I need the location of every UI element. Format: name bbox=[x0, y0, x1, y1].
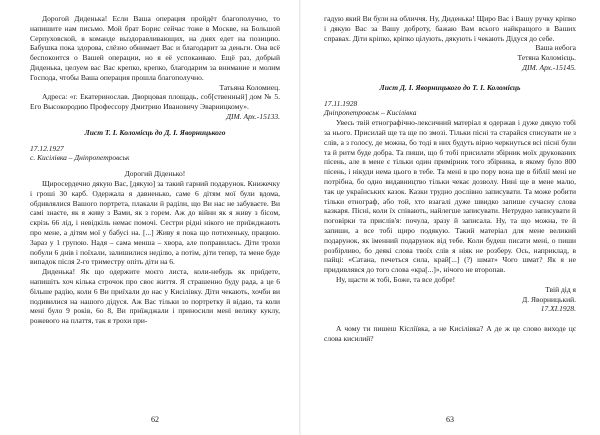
letter-place: с. Кисілівка – Дніпропетровськ bbox=[30, 153, 130, 163]
letter-paragraph: гадую який Ви були на обличчя. Ну, Диденька! Щиро Вас і Вашу ручку кріпко і дякую Вас за Вашу доброту, бажаю Вам всього найкращого в Ваших справах. Діти кріпко, кріпко цілують, дякують і чекають Дідуся до себе. bbox=[324, 14, 576, 43]
page-number: 62 bbox=[151, 415, 159, 424]
greeting: Дорогий Діденько! bbox=[124, 169, 186, 179]
signature: Д. Яворницький. bbox=[522, 294, 576, 304]
letter-heading: Лист Д. І. Яворницького до Т. І. Коломієць bbox=[379, 82, 521, 92]
signature: Твій дід я bbox=[545, 284, 576, 294]
signature: Тетяна Коломієць. bbox=[517, 53, 576, 63]
letter-paragraph: Диденька! Як що одержите моєго листа, коли-небудь як приїдете, напишіть хоч кілька строчок про своє життя. Я страшенно буду рада, а це 6 більше радію, коли 6 Ви приїхали до нас у Кисілівку. Діти чекають, хочби ви подивилися на нашого дідуся. Аж Вас тільки зо портретку й відаю, та коли мені було 9 років, 6о 8, Ви приїжджали і приносили мені велику куклу, рожевого на плаття, так я трохи при- bbox=[30, 267, 280, 326]
signature: Ваша небога bbox=[535, 43, 576, 53]
letter-paragraph: Дорогой Диденька! Если Ваша операция пройдёт благополучно, то напишите нам письмо. Мой брат Борис сейчас тоже в Москве, на Большой Серпуховской, в команде выздоравливающих, на днях едет на позицию. Бабушка пока здорова, слёзно обнимает Вас и благодарит за деньги. Она всё беспокоится о Вашей операции, но я её успокаиваю. Ещё раз, добрый Диденька, целуем вас Вас крепко, крепко, благодарим за внимание и молим Господа, чтобы Ваша операция прошла благополучно. bbox=[30, 14, 280, 82]
letter-date: 17.11.1928 bbox=[324, 98, 358, 108]
letter-paragraph: Увесь твій етнографічно-лексичний матеріал я одержав і дуже дякую тобі за нього. Присилай ще та ще по змозі. Тільки пісні та старайся списувати не з слів, а з голосу, де можна, бо тоді в них будуть вірно черкнуться всі пісні були та й ритм буде добра. Та пиши, що б тобі присилати збірник моїх друкованих пісень, але в мене є тільки один примірник того збірника, в якому було 800 пісень, і нікуди нема цього в тебе. Та мені в цю пору вона ще в біблії мені не потрібна, бо одно видавництво тільки чекає дозволу. Нині ще в мене малю, так це українських казок. Казки труднo дослівно записувати. Та може робити тільки етнограф, або той, хто взагалі дуже швидко запише сучасну слова казкаря. Пісні, коли їх співають, найлегше записувати. Нетрудно записувати й поговірки та прислів'я: почула, зразу й записала. Ну, та що можна, те й запиши, а все тобі щиро подякую. Такий матеріал для мене великий подарунок, як іменний подарунок від тебе. Коли будеш писати мені, о пиши розбірливо, бо деякі слова твоїх слів я ніяк не розберу. Ось, наприклад, в пайці: «Сатана, печеться сила, край[...] (?) шмат» Чого шмат? Як я не придивлявся до того слова «кра[...]», нічого не второпав. bbox=[324, 118, 576, 275]
address-paragraph: Адреса: «г. Екатеринослав. Дворцовая площадь, соб[ственный] дом № 5. Его Высокородию Профессору Дмитрию Ивановичу Эварницкому». bbox=[30, 92, 280, 112]
letter-paragraph: Щиросердечно дякую Вас, [дякую] за такий гарний подарунок. Книжечку і гроші 30 карб. Одержала я давненько, саме 6 дітям мої були вдома, обдивлялися Вашого портрета, плакали й раділи, що Ви нас не забуваєте. Ви самі знаєте, як я живу з Вами, як з горем. Аж до війни як я живу з бiсом, скрізь 66 лiд, і невідкіль немає помочі. Сестри рідні нікого не приїжджають про мене, а дітям мої у бабусі на. [...] Живу я пока що потихеньку, працюю. Зараз у 1 групою. Надя – сама менша – хвора, але поправилась. Діти трохи побули 6 днів і поїхали, залишилися неділю, а потім, діти тепер, та мене буде випадок після 2-го триместру опіть діти на 6. bbox=[30, 178, 280, 267]
spacer bbox=[324, 314, 576, 324]
right-page bbox=[300, 0, 600, 435]
page-number: 63 bbox=[446, 415, 454, 424]
signature: Татьяна Коломиец. bbox=[219, 82, 280, 92]
spacer bbox=[324, 73, 576, 83]
letter-heading: Лист Т. І. Коломієць до Д. І. Яворницького bbox=[84, 127, 226, 137]
letter-place: Дніпропетровськ – Кисілівка bbox=[324, 108, 417, 118]
archive-reference: ДІМ. Арх.-15133. bbox=[226, 111, 280, 121]
archive-reference: ДІМ. Арх.-15145. bbox=[522, 62, 576, 72]
signature-date: 17.XI.1928. bbox=[540, 304, 576, 314]
letter-date: 17.12.1927 bbox=[30, 143, 64, 153]
letter-paragraph: Ну, щасти ж тобі, Боже, та все добре! bbox=[336, 274, 456, 284]
letter-paragraph: А чому ти пишеш Кісліївка, а не Кисілівка? А де ж це слово виходе цє слова кисилий? bbox=[324, 324, 576, 343]
